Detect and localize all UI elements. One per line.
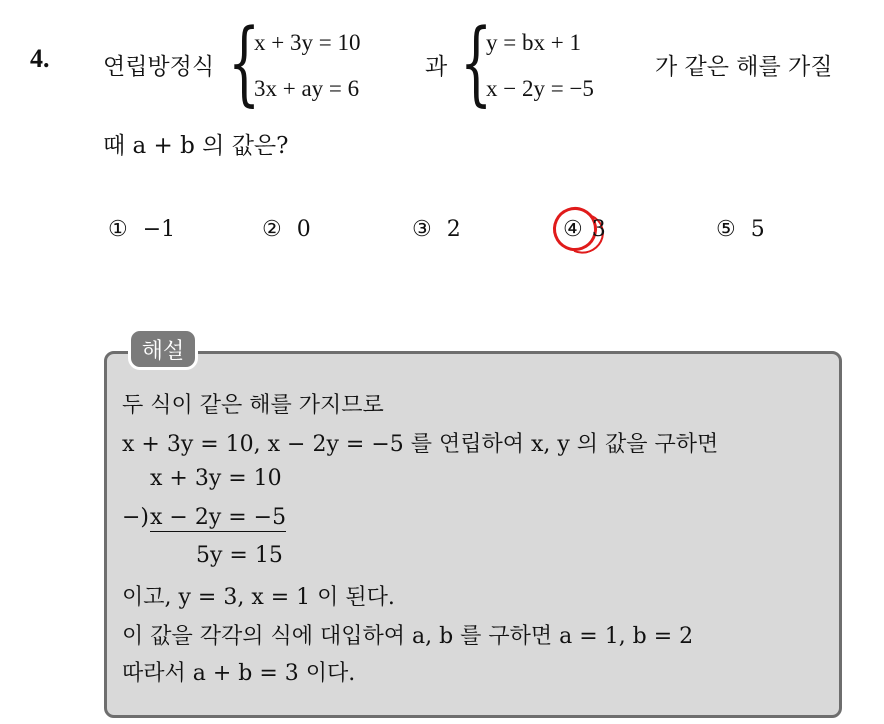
question-line2: 때 a + b 의 값은? [103,133,289,159]
choice-3-value: 2 [446,217,461,242]
choice-1-value: −1 [142,217,176,242]
question-suffix: 가 같은 해를 가질 [655,54,833,80]
solution-eq-result: 5y = 15 [196,543,283,568]
system1-eq1: x + 3y = 10 [254,30,361,55]
solution-minus-sign: −) [122,505,150,530]
choice-2-marker: ② [262,217,282,242]
system2-eq2: x − 2y = −5 [486,76,594,101]
solution-line-2: x + 3y = 10, x − 2y = −5 를 연립하여 x, y 의 값을 구하면 [122,432,719,457]
question-number: 4. [30,44,50,73]
choice-3-marker: ③ [412,217,432,242]
solution-line-values: 이고, y = 3, x = 1 이 된다. [122,585,395,610]
system1-eq2: 3x + ay = 6 [254,76,360,101]
choice-1[interactable] [108,217,175,242]
choice-2-value: 0 [296,217,311,242]
solution-eq-a: x + 3y = 10 [150,466,282,491]
solution-line-1: 두 식이 같은 해를 가지므로 [122,393,384,418]
solution-eq-b: x − 2y = −5 [150,505,287,530]
left-brace-1: { [228,9,261,116]
choice-1-marker: ① [108,217,128,242]
choice-5-value: 5 [750,217,765,242]
question-connector: 과 [425,54,448,80]
choice-4-value: 3 [591,217,606,242]
choice-3[interactable] [412,217,461,242]
solution-tag: 해설 [128,328,198,370]
system2-eq1: y = bx + 1 [486,30,581,55]
choice-5-marker: ⑤ [716,217,736,242]
choice-4-marker: ④ [563,217,583,242]
choice-4[interactable] [563,217,606,242]
left-brace-2: { [460,9,493,116]
solution-line-conclusion: 따라서 a + b = 3 이다. [122,661,356,686]
question-prefix: 연립방정식 [103,54,215,80]
choice-5[interactable] [716,217,765,242]
solution-line-substitute: 이 값을 각각의 식에 대입하여 a, b 를 구하면 a = 1, b = 2 [122,624,694,649]
choice-2[interactable] [262,217,311,242]
